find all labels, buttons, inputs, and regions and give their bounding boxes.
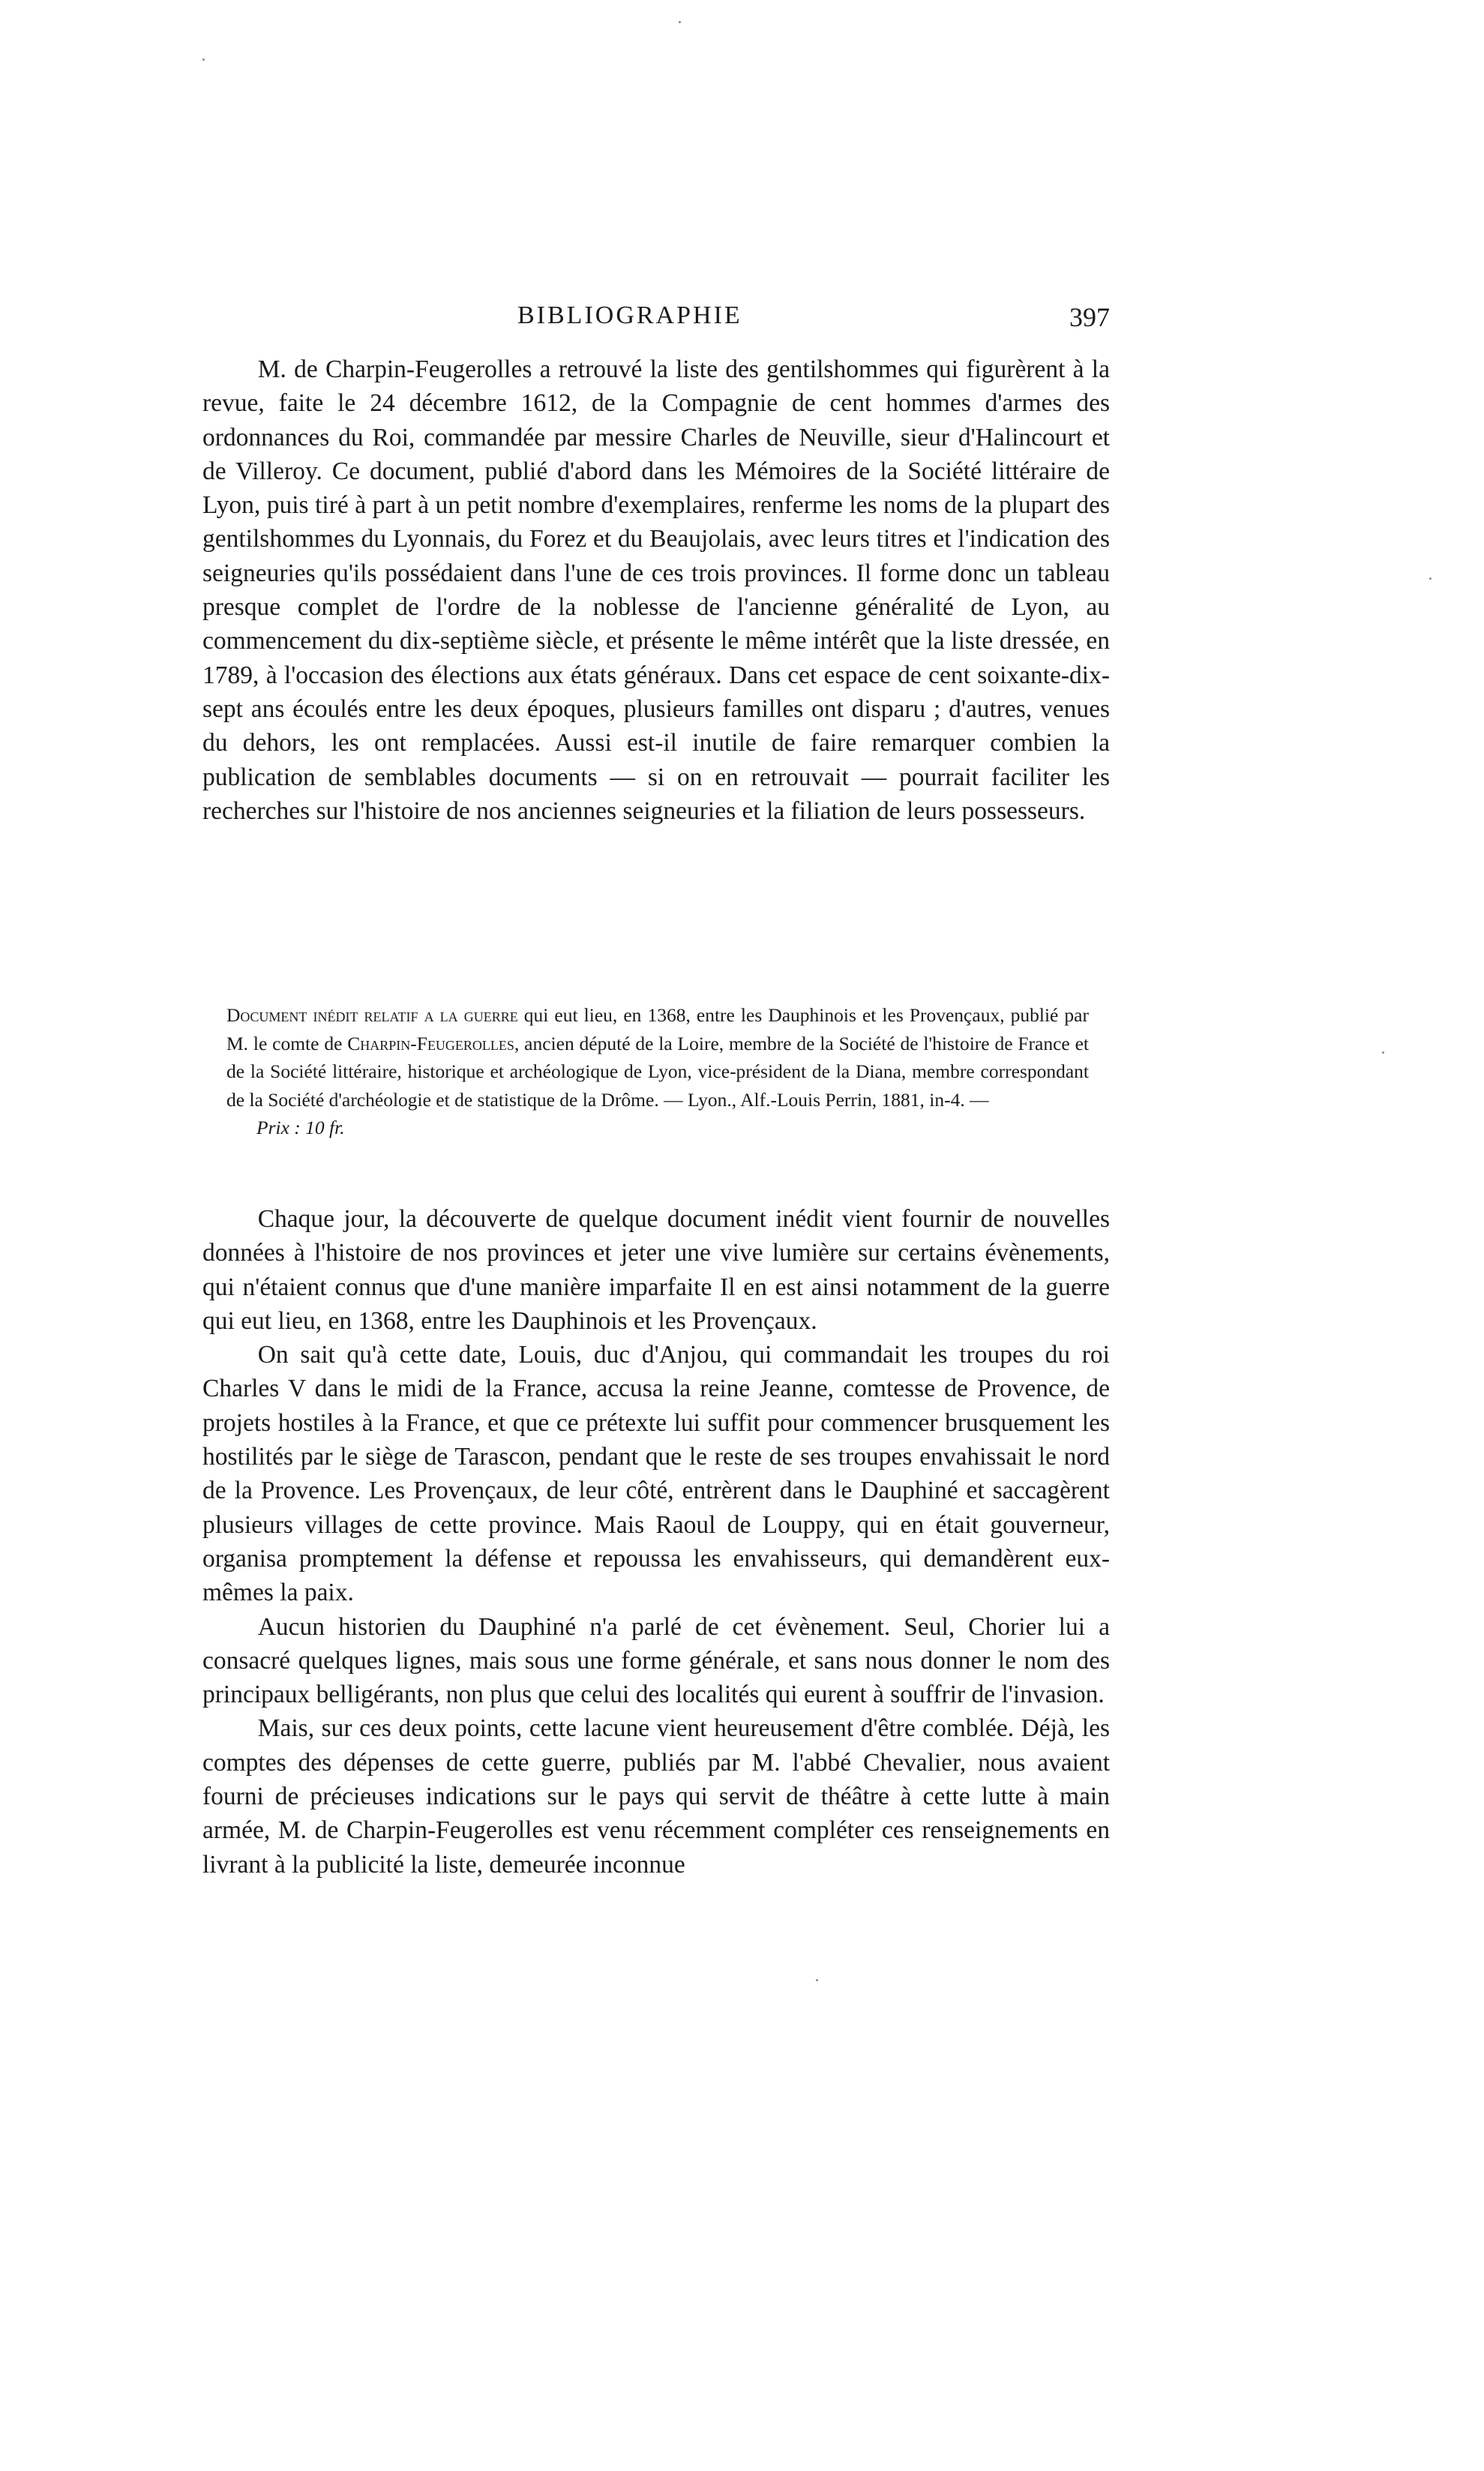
page-header	[202, 301, 1110, 339]
review-body	[202, 1202, 1110, 1882]
page-number: 397	[1069, 302, 1110, 332]
paper-speck	[1382, 1051, 1384, 1054]
review-continuation	[202, 352, 1110, 828]
paragraph: Aucun historien du Dauphiné n'a parlé de cet évènement. Seul, Chorier lui a consacré quelques lignes, mais sous une forme générale, et sans nous donner le nom des principaux belligérants, non plus que celui des localités qui eurent à souffrir de l'invasion.	[202, 1612, 1110, 1709]
notice-author: Charpin-Feugerolles	[347, 1032, 514, 1054]
paper-speck	[1429, 577, 1432, 580]
notice-price: Prix : 10 fr.	[256, 1117, 345, 1139]
notice-text-part-1: qui eut lieu, en 1368, entre les Dauphinois et les Provençaux, publié par M. le comte de	[226, 1004, 1089, 1054]
paragraph: M. de Charpin-Feugerolles a retrouvé la liste des gentilshommes qui figurèrent à la revue, faite le 24 décembre 1612, de la Compagnie de cent hommes d'armes des ordonnances du Roi, commandée par messire Charles de Neuville, sieur d'Halincourt et de Villeroy. Ce document, publié d'abord dans les Mémoires de la Société littéraire de Lyon, puis tiré à part à un petit nombre d'exemplaires, renferme les noms de la plupart des gentilshommes du Lyonnais, du Forez et du Beaujolais, avec leurs titres et l'indication des seigneuries qu'ils possédaient dans l'une de ces trois provinces. Il forme donc un tableau presque complet de l'ordre de la noblesse de l'ancienne généralité de Lyon, au commencement du dix-septième siècle, et présente le même intérêt que la liste dressée, en 1789, à l'occasion des élections aux états généraux. Dans cet espace de cent soixante-dix-sept ans écoulés entre les deux époques, plusieurs familles ont disparu ; d'autres, venues du dehors, les ont remplacées. Aussi est-il inutile de faire remarquer combien la publication de semblables documents — si on en retrouvait — pourrait faciliter les recherches sur l'histoire de nos anciennes seigneuries et la filiation de leurs possesseurs.	[202, 355, 1110, 825]
paragraph: Chaque jour, la découverte de quelque document inédit vient fournir de nouvelles données à l'histoire de nos provinces et jeter une vive lumière sur certains évènements, qui n'étaient connus que d'une manière imparfaite Il en est ainsi notamment de la guerre qui eut lieu, en 1368, entre les Dauphinois et les Provençaux.	[202, 1205, 1110, 1335]
paragraph: Mais, sur ces deux points, cette lacune vient heureusement d'être comblée. Déjà, les comptes des dépenses de cette guerre, publiés par M. l'abbé Chevalier, nous avaient fourni de précieuses indications sur le pays qui servit de théâtre à cette lutte à main armée, M. de Charpin-Feugerolles est venu récemment compléter ces renseignements en livrant à la publicité la liste, demeurée inconnue	[202, 1714, 1110, 1879]
paper-speck	[202, 58, 205, 61]
paper-speck	[679, 21, 681, 23]
paper-speck	[816, 1979, 818, 1981]
bibliographic-notice	[226, 1001, 1089, 1142]
notice-title: Document inédit relatif a la guerre	[226, 1004, 518, 1026]
paragraph: On sait qu'à cette date, Louis, duc d'Anjou, qui commandait les troupes du roi Charles V dans le midi de la France, accusa la reine Jeanne, comtesse de Provence, de projets hostiles à la France, et que ce prétexte lui suffit pour commencer brusquement les hostilités par le siège de Tarascon, pendant que le reste de ses troupes envahissait le nord de la Provence. Les Provençaux, de leur côté, entrèrent dans le Dauphiné et saccagèrent plusieurs villages de cette province. Mais Raoul de Louppy, qui en était gouverneur, organisa promptement la défense et repoussa les envahisseurs, qui demandèrent eux-mêmes la paix.	[202, 1341, 1110, 1607]
notice-text-part-2: , ancien député de la Loire, membre de la Société de l'histoire de France et de la Société littéraire, historique et archéologique de Lyon, vice-président de la Diana, membre correspondant de la Société d'archéologie et de statistique de la Drôme. — Lyon., Alf.-Louis Perrin, 1881, in-4. —	[226, 1032, 1089, 1111]
notice-entry	[226, 1001, 1089, 1114]
running-title: BIBLIOGRAPHIE	[517, 301, 742, 329]
